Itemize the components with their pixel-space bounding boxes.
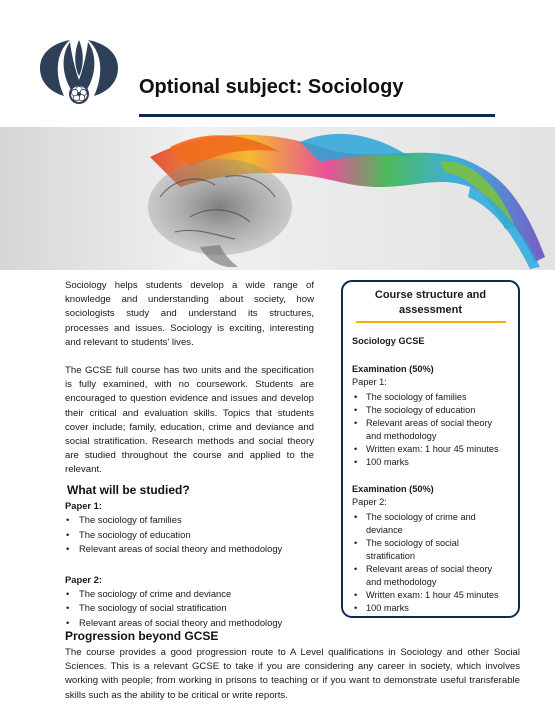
list-item: • The sociology of crime and deviance (65, 587, 325, 602)
paper-label: Paper 1: (65, 500, 102, 511)
list-item: • Relevant areas of social theory and methodology (352, 417, 509, 443)
title-divider (356, 321, 506, 323)
list-item: • The sociology of education (352, 404, 509, 417)
list-item: • Written exam: 1 hour 45 minutes (352, 443, 509, 456)
exam-heading: Examination (50%) (352, 484, 434, 494)
page-title: Optional subject: Sociology (139, 76, 404, 98)
intro-paragraph: Sociology helps students develop a wide range of knowledge and understanding about society, how sociologists study and understand its structures, processes and issues. Sociology is exciting, interesting and relevant to students' lives. (65, 280, 314, 348)
list-item: • Relevant areas of social theory and methodology (65, 542, 325, 557)
list-item: • 100 marks (352, 456, 509, 469)
school-crest-logo (34, 38, 124, 108)
progression-section (65, 629, 520, 703)
paper-label: Paper 1: (352, 377, 387, 387)
list-item: • The sociology of social stratification (352, 537, 509, 563)
list-item: • 100 marks (352, 602, 509, 615)
progression-heading: Progression beyond GCSE (65, 629, 219, 643)
list-item: • Relevant areas of social theory and methodology (65, 616, 325, 631)
list-item: • Relevant areas of social theory and methodology (352, 563, 509, 589)
list-item: • The sociology of education (65, 528, 325, 543)
title-underline (139, 114, 495, 117)
course-structure-title: Course structure and assessment (374, 289, 487, 316)
studied-section (65, 483, 325, 631)
paper-label: Paper 2: (352, 497, 387, 507)
paper1-list (65, 513, 325, 557)
progression-text: The course provides a good progression route to A Level qualifications in Sociology and other Social Sciences. This is a relevant GCSE to take if you are considering any career in society, which involves working with people; from working in prisons to teaching or if you want to demonstrate useful transferable skills such as the ability to be critical or write reports. (65, 647, 520, 701)
list-item: • The sociology of social stratification (65, 601, 325, 616)
exam-heading: Examination (50%) (352, 364, 434, 374)
list-item: • The sociology of families (352, 391, 509, 404)
list-item: • The sociology of crime and deviance (352, 511, 509, 537)
banner-brain-paint-image (0, 127, 555, 270)
course-structure-box (341, 280, 520, 618)
intro-paragraph: The GCSE full course has two units and the specification is fully examined, with no coursework. Students are encouraged to question evidence and issues and develop their critical and evaluation skills. Topics that students cover include; family, education, crime and deviance and social stratification. Research methods and social theory are studied throughout the course and applied to the relevant. (65, 365, 314, 476)
list-item: • The sociology of families (65, 513, 325, 528)
studied-heading: What will be studied? (67, 483, 190, 497)
course-name: Sociology GCSE (352, 336, 425, 346)
list-item: • Written exam: 1 hour 45 minutes (352, 589, 509, 602)
exam1-list (352, 391, 509, 469)
exam2-list (352, 511, 509, 615)
paper2-list (65, 587, 325, 631)
intro-text (65, 279, 314, 492)
paper-label: Paper 2: (65, 573, 102, 585)
